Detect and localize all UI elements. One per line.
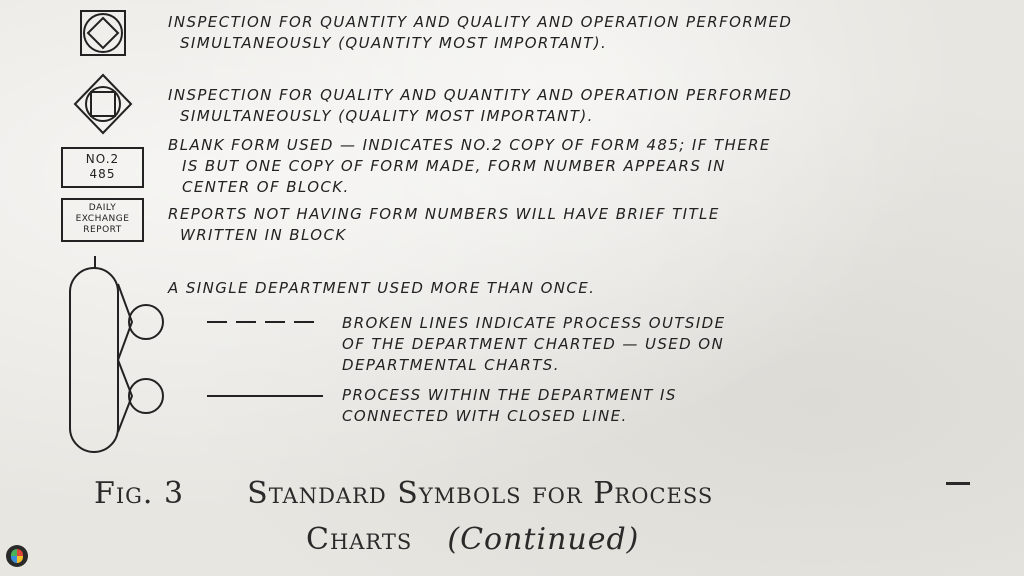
legend-line: SIMULTANEOUSLY (QUALITY MOST IMPORTANT). <box>180 107 594 125</box>
report-box-symbol <box>61 198 144 242</box>
legend-line: CENTER OF BLOCK. <box>182 178 350 196</box>
solid-line-symbol <box>205 390 325 402</box>
app-logo-mark <box>11 549 23 563</box>
figure-title-suffix: (Continued) <box>447 522 640 557</box>
stray-mark <box>946 482 970 485</box>
inspection-quantity-symbol <box>78 8 128 58</box>
legend-text-single-department <box>168 278 595 299</box>
report-box-line2: EXCHANGE <box>75 214 130 224</box>
legend-line: SIMULTANEOUSLY (QUANTITY MOST IMPORTANT). <box>180 34 608 52</box>
legend-line: PROCESS WITHIN THE DEPARTMENT IS <box>342 386 677 404</box>
legend-line: REPORTS NOT HAVING FORM NUMBERS WILL HAVE BRIEF TITLE <box>168 205 720 223</box>
legend-line: WRITTEN IN BLOCK <box>180 226 347 244</box>
legend-text-blank-form <box>168 135 771 198</box>
figure-title-continued: Charts <box>306 522 413 557</box>
legend-line: OF THE DEPARTMENT CHARTED — USED ON <box>342 335 725 353</box>
legend-line: A SINGLE DEPARTMENT USED MORE THAN ONCE. <box>168 279 596 297</box>
legend-text-inspection-quality <box>168 85 792 127</box>
inspection-quality-symbol <box>72 72 134 136</box>
legend-line: INSPECTION FOR QUANTITY AND QUALITY AND OPERATION PERFORMED <box>168 13 793 31</box>
form-box-symbol <box>61 147 144 188</box>
legend-text-closed-line <box>342 385 677 427</box>
app-logo-icon <box>6 545 28 567</box>
legend-text-report <box>168 204 720 246</box>
legend-line: DEPARTMENTAL CHARTS. <box>342 356 560 374</box>
legend-text-broken-lines <box>342 313 725 376</box>
figure-label: Fig. 3 <box>94 476 185 511</box>
legend-line: INSPECTION FOR QUALITY AND QUANTITY AND OPERATION PERFORMED <box>168 86 793 104</box>
figure-caption-line2 <box>306 522 639 557</box>
department-column-symbol <box>62 254 174 458</box>
figure-title: Standard Symbols for Process <box>247 476 714 511</box>
legend-text-inspection-quantity <box>168 12 792 54</box>
figure-caption-line1 <box>94 476 713 511</box>
legend-line: BROKEN LINES INDICATE PROCESS OUTSIDE <box>342 314 726 332</box>
report-box-line3: REPORT <box>83 225 122 235</box>
report-box-line1: DAILY <box>88 203 117 213</box>
legend-line: IS BUT ONE COPY OF FORM MADE, FORM NUMBER APPEARS IN <box>182 157 726 175</box>
dashed-line-symbol <box>205 316 325 328</box>
form-box-number: NO.2 <box>85 152 120 166</box>
legend-line: BLANK FORM USED — INDICATES NO.2 COPY OF FORM 485; IF THERE <box>168 136 771 154</box>
legend-line: CONNECTED WITH CLOSED LINE. <box>342 407 628 425</box>
form-box-form: 485 <box>89 167 116 181</box>
